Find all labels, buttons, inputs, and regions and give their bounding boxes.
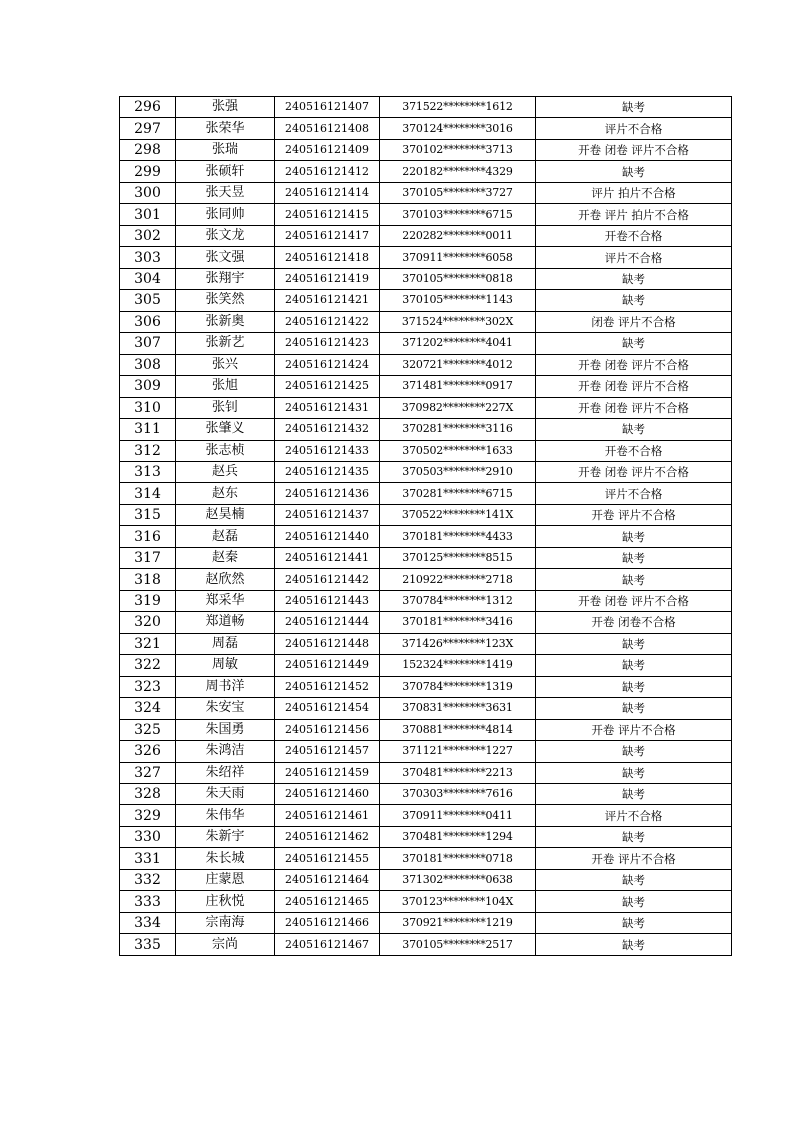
result-cell: 评片不合格 <box>536 247 732 268</box>
name-cell: 张钊 <box>176 397 275 418</box>
exam-number-cell: 240516121457 <box>275 741 380 762</box>
result-cell: 缺考 <box>536 161 732 182</box>
result-cell: 缺考 <box>536 869 732 890</box>
exam-number-cell: 240516121418 <box>275 247 380 268</box>
serial-number-cell: 322 <box>120 655 176 676</box>
name-cell: 庄秋悦 <box>176 891 275 912</box>
result-cell: 缺考 <box>536 268 732 289</box>
name-cell: 庄蒙恩 <box>176 869 275 890</box>
name-cell: 张新奥 <box>176 311 275 332</box>
table-row <box>120 225 732 246</box>
exam-number-cell: 240516121454 <box>275 698 380 719</box>
name-cell: 张翔宇 <box>176 268 275 289</box>
serial-number-cell: 303 <box>120 247 176 268</box>
serial-number-cell: 319 <box>120 590 176 611</box>
result-cell: 开卷 评片 拍片不合格 <box>536 204 732 225</box>
name-cell: 朱天雨 <box>176 784 275 805</box>
exam-number-cell: 240516121423 <box>275 333 380 354</box>
table-row <box>120 934 732 955</box>
table-row <box>120 290 732 311</box>
id-number-cell: 370522********141X <box>380 504 536 525</box>
result-cell: 缺考 <box>536 526 732 547</box>
id-number-cell: 370105********3727 <box>380 182 536 203</box>
name-cell: 赵东 <box>176 483 275 504</box>
id-number-cell: 370481********1294 <box>380 826 536 847</box>
name-cell: 朱伟华 <box>176 805 275 826</box>
exam-number-cell: 240516121443 <box>275 590 380 611</box>
id-number-cell: 371426********123X <box>380 633 536 654</box>
serial-number-cell: 331 <box>120 848 176 869</box>
result-cell: 缺考 <box>536 934 732 955</box>
serial-number-cell: 320 <box>120 612 176 633</box>
exam-number-cell: 240516121465 <box>275 891 380 912</box>
result-cell: 缺考 <box>536 655 732 676</box>
name-cell: 周磊 <box>176 633 275 654</box>
result-cell: 缺考 <box>536 698 732 719</box>
id-number-cell: 371302********0638 <box>380 869 536 890</box>
id-number-cell: 370784********1319 <box>380 676 536 697</box>
id-number-cell: 370921********1219 <box>380 912 536 933</box>
result-cell: 开卷 评片不合格 <box>536 504 732 525</box>
serial-number-cell: 333 <box>120 891 176 912</box>
name-cell: 赵磊 <box>176 526 275 547</box>
table-row <box>120 784 732 805</box>
table-row <box>120 204 732 225</box>
exam-number-cell: 240516121422 <box>275 311 380 332</box>
serial-number-cell: 328 <box>120 784 176 805</box>
name-cell: 赵兵 <box>176 461 275 482</box>
id-number-cell: 370982********227X <box>380 397 536 418</box>
id-number-cell: 370911********0411 <box>380 805 536 826</box>
table-row <box>120 698 732 719</box>
table-row <box>120 376 732 397</box>
result-cell: 缺考 <box>536 826 732 847</box>
serial-number-cell: 332 <box>120 869 176 890</box>
name-cell: 朱长城 <box>176 848 275 869</box>
name-cell: 张兴 <box>176 354 275 375</box>
serial-number-cell: 299 <box>120 161 176 182</box>
name-cell: 朱绍祥 <box>176 762 275 783</box>
name-cell: 宗南海 <box>176 912 275 933</box>
table-row <box>120 440 732 461</box>
result-cell: 开卷 评片不合格 <box>536 719 732 740</box>
name-cell: 朱国勇 <box>176 719 275 740</box>
serial-number-cell: 314 <box>120 483 176 504</box>
exam-number-cell: 240516121448 <box>275 633 380 654</box>
serial-number-cell: 297 <box>120 118 176 139</box>
result-cell: 缺考 <box>536 676 732 697</box>
exam-number-cell: 240516121436 <box>275 483 380 504</box>
id-number-cell: 371121********1227 <box>380 741 536 762</box>
name-cell: 张旭 <box>176 376 275 397</box>
serial-number-cell: 304 <box>120 268 176 289</box>
table-row <box>120 461 732 482</box>
exam-number-cell: 240516121441 <box>275 547 380 568</box>
exam-number-cell: 240516121417 <box>275 225 380 246</box>
serial-number-cell: 311 <box>120 419 176 440</box>
serial-number-cell: 315 <box>120 504 176 525</box>
id-number-cell: 370181********0718 <box>380 848 536 869</box>
table-row <box>120 633 732 654</box>
id-number-cell: 220182********4329 <box>380 161 536 182</box>
table-row <box>120 805 732 826</box>
name-cell: 郑道畅 <box>176 612 275 633</box>
table-row <box>120 612 732 633</box>
id-number-cell: 370784********1312 <box>380 590 536 611</box>
id-number-cell: 371481********0917 <box>380 376 536 397</box>
serial-number-cell: 306 <box>120 311 176 332</box>
result-cell: 开卷 闭卷 评片不合格 <box>536 376 732 397</box>
table-row <box>120 762 732 783</box>
id-number-cell: 370881********4814 <box>380 719 536 740</box>
table-row <box>120 676 732 697</box>
result-cell: 开卷 闭卷 评片不合格 <box>536 590 732 611</box>
exam-number-cell: 240516121437 <box>275 504 380 525</box>
result-cell: 缺考 <box>536 633 732 654</box>
id-number-cell: 370103********6715 <box>380 204 536 225</box>
name-cell: 周敏 <box>176 655 275 676</box>
exam-number-cell: 240516121440 <box>275 526 380 547</box>
name-cell: 张文强 <box>176 247 275 268</box>
serial-number-cell: 308 <box>120 354 176 375</box>
name-cell: 朱鸿洁 <box>176 741 275 762</box>
id-number-cell: 320721********4012 <box>380 354 536 375</box>
table-row <box>120 826 732 847</box>
table-row <box>120 741 732 762</box>
result-cell: 缺考 <box>536 891 732 912</box>
serial-number-cell: 323 <box>120 676 176 697</box>
exam-number-cell: 240516121419 <box>275 268 380 289</box>
id-number-cell: 370303********7616 <box>380 784 536 805</box>
name-cell: 张瑞 <box>176 139 275 160</box>
table-row <box>120 247 732 268</box>
result-cell: 开卷不合格 <box>536 440 732 461</box>
serial-number-cell: 296 <box>120 97 176 118</box>
serial-number-cell: 307 <box>120 333 176 354</box>
table-row <box>120 547 732 568</box>
serial-number-cell: 302 <box>120 225 176 246</box>
name-cell: 张强 <box>176 97 275 118</box>
serial-number-cell: 301 <box>120 204 176 225</box>
name-cell: 郑采华 <box>176 590 275 611</box>
id-number-cell: 370481********2213 <box>380 762 536 783</box>
table-row <box>120 139 732 160</box>
id-number-cell: 370181********4433 <box>380 526 536 547</box>
result-cell: 开卷 闭卷 评片不合格 <box>536 461 732 482</box>
result-cell: 开卷不合格 <box>536 225 732 246</box>
serial-number-cell: 310 <box>120 397 176 418</box>
name-cell: 张硕轩 <box>176 161 275 182</box>
table-row <box>120 912 732 933</box>
result-cell: 开卷 闭卷不合格 <box>536 612 732 633</box>
exam-number-cell: 240516121466 <box>275 912 380 933</box>
exam-number-cell: 240516121431 <box>275 397 380 418</box>
exam-number-cell: 240516121409 <box>275 139 380 160</box>
table-row <box>120 161 732 182</box>
id-number-cell: 370281********3116 <box>380 419 536 440</box>
name-cell: 赵欣然 <box>176 569 275 590</box>
id-number-cell: 370503********2910 <box>380 461 536 482</box>
table-row <box>120 118 732 139</box>
serial-number-cell: 324 <box>120 698 176 719</box>
name-cell: 张荣华 <box>176 118 275 139</box>
serial-number-cell: 309 <box>120 376 176 397</box>
exam-number-cell: 240516121412 <box>275 161 380 182</box>
name-cell: 张文龙 <box>176 225 275 246</box>
serial-number-cell: 327 <box>120 762 176 783</box>
result-cell: 闭卷 评片不合格 <box>536 311 732 332</box>
id-number-cell: 370502********1633 <box>380 440 536 461</box>
result-cell: 评片不合格 <box>536 805 732 826</box>
id-number-cell: 370105********0818 <box>380 268 536 289</box>
exam-number-cell: 240516121442 <box>275 569 380 590</box>
name-cell: 张天昱 <box>176 182 275 203</box>
exam-number-cell: 240516121433 <box>275 440 380 461</box>
serial-number-cell: 326 <box>120 741 176 762</box>
serial-number-cell: 305 <box>120 290 176 311</box>
id-number-cell: 152324********1419 <box>380 655 536 676</box>
result-cell: 开卷 评片不合格 <box>536 848 732 869</box>
table-row <box>120 311 732 332</box>
table-row <box>120 268 732 289</box>
result-cell: 缺考 <box>536 547 732 568</box>
result-cell: 缺考 <box>536 784 732 805</box>
serial-number-cell: 330 <box>120 826 176 847</box>
name-cell: 张志桢 <box>176 440 275 461</box>
table-row <box>120 419 732 440</box>
serial-number-cell: 312 <box>120 440 176 461</box>
id-number-cell: 370125********8515 <box>380 547 536 568</box>
exam-number-cell: 240516121421 <box>275 290 380 311</box>
serial-number-cell: 335 <box>120 934 176 955</box>
table-row <box>120 504 732 525</box>
table-row <box>120 483 732 504</box>
exam-number-cell: 240516121435 <box>275 461 380 482</box>
exam-number-cell: 240516121467 <box>275 934 380 955</box>
id-number-cell: 370911********6058 <box>380 247 536 268</box>
result-cell: 缺考 <box>536 569 732 590</box>
name-cell: 宗尚 <box>176 934 275 955</box>
table-row <box>120 719 732 740</box>
result-cell: 缺考 <box>536 762 732 783</box>
exam-number-cell: 240516121444 <box>275 612 380 633</box>
id-number-cell: 210922********2718 <box>380 569 536 590</box>
table-row <box>120 182 732 203</box>
table-row <box>120 655 732 676</box>
exam-number-cell: 240516121452 <box>275 676 380 697</box>
serial-number-cell: 334 <box>120 912 176 933</box>
name-cell: 赵昊楠 <box>176 504 275 525</box>
table-row <box>120 569 732 590</box>
exam-number-cell: 240516121456 <box>275 719 380 740</box>
exam-number-cell: 240516121459 <box>275 762 380 783</box>
name-cell: 周书洋 <box>176 676 275 697</box>
table-row <box>120 333 732 354</box>
result-cell: 评片不合格 <box>536 118 732 139</box>
id-number-cell: 370124********3016 <box>380 118 536 139</box>
id-number-cell: 370123********104X <box>380 891 536 912</box>
table-row <box>120 848 732 869</box>
serial-number-cell: 298 <box>120 139 176 160</box>
result-cell: 开卷 闭卷 评片不合格 <box>536 139 732 160</box>
serial-number-cell: 313 <box>120 461 176 482</box>
serial-number-cell: 329 <box>120 805 176 826</box>
result-cell: 缺考 <box>536 97 732 118</box>
id-number-cell: 370281********6715 <box>380 483 536 504</box>
result-cell: 缺考 <box>536 912 732 933</box>
exam-number-cell: 240516121408 <box>275 118 380 139</box>
id-number-cell: 371524********302X <box>380 311 536 332</box>
exam-number-cell: 240516121432 <box>275 419 380 440</box>
name-cell: 张同帅 <box>176 204 275 225</box>
serial-number-cell: 318 <box>120 569 176 590</box>
result-cell: 评片 拍片不合格 <box>536 182 732 203</box>
name-cell: 朱新宇 <box>176 826 275 847</box>
exam-number-cell: 240516121461 <box>275 805 380 826</box>
exam-number-cell: 240516121414 <box>275 182 380 203</box>
table-row <box>120 397 732 418</box>
serial-number-cell: 325 <box>120 719 176 740</box>
name-cell: 朱安宝 <box>176 698 275 719</box>
name-cell: 张笑然 <box>176 290 275 311</box>
table-row <box>120 869 732 890</box>
exam-number-cell: 240516121407 <box>275 97 380 118</box>
id-number-cell: 370102********3713 <box>380 139 536 160</box>
name-cell: 张肇义 <box>176 419 275 440</box>
serial-number-cell: 316 <box>120 526 176 547</box>
result-cell: 缺考 <box>536 741 732 762</box>
table-row <box>120 590 732 611</box>
serial-number-cell: 317 <box>120 547 176 568</box>
id-number-cell: 370831********3631 <box>380 698 536 719</box>
name-cell: 赵秦 <box>176 547 275 568</box>
exam-number-cell: 240516121424 <box>275 354 380 375</box>
id-number-cell: 370105********1143 <box>380 290 536 311</box>
id-number-cell: 220282********0011 <box>380 225 536 246</box>
table-row <box>120 891 732 912</box>
result-cell: 缺考 <box>536 419 732 440</box>
id-number-cell: 370105********2517 <box>380 934 536 955</box>
exam-number-cell: 240516121449 <box>275 655 380 676</box>
name-cell: 张新艺 <box>176 333 275 354</box>
exam-number-cell: 240516121464 <box>275 869 380 890</box>
exam-number-cell: 240516121425 <box>275 376 380 397</box>
exam-number-cell: 240516121455 <box>275 848 380 869</box>
result-cell: 开卷 闭卷 评片不合格 <box>536 354 732 375</box>
results-table <box>119 96 732 956</box>
table-row <box>120 97 732 118</box>
result-cell: 缺考 <box>536 290 732 311</box>
table-row <box>120 354 732 375</box>
exam-number-cell: 240516121462 <box>275 826 380 847</box>
results-table-body <box>120 97 732 956</box>
id-number-cell: 371522********1612 <box>380 97 536 118</box>
table-row <box>120 526 732 547</box>
id-number-cell: 370181********3416 <box>380 612 536 633</box>
serial-number-cell: 321 <box>120 633 176 654</box>
exam-number-cell: 240516121415 <box>275 204 380 225</box>
exam-number-cell: 240516121460 <box>275 784 380 805</box>
result-cell: 缺考 <box>536 333 732 354</box>
serial-number-cell: 300 <box>120 182 176 203</box>
result-cell: 开卷 闭卷 评片不合格 <box>536 397 732 418</box>
result-cell: 评片不合格 <box>536 483 732 504</box>
id-number-cell: 371202********4041 <box>380 333 536 354</box>
